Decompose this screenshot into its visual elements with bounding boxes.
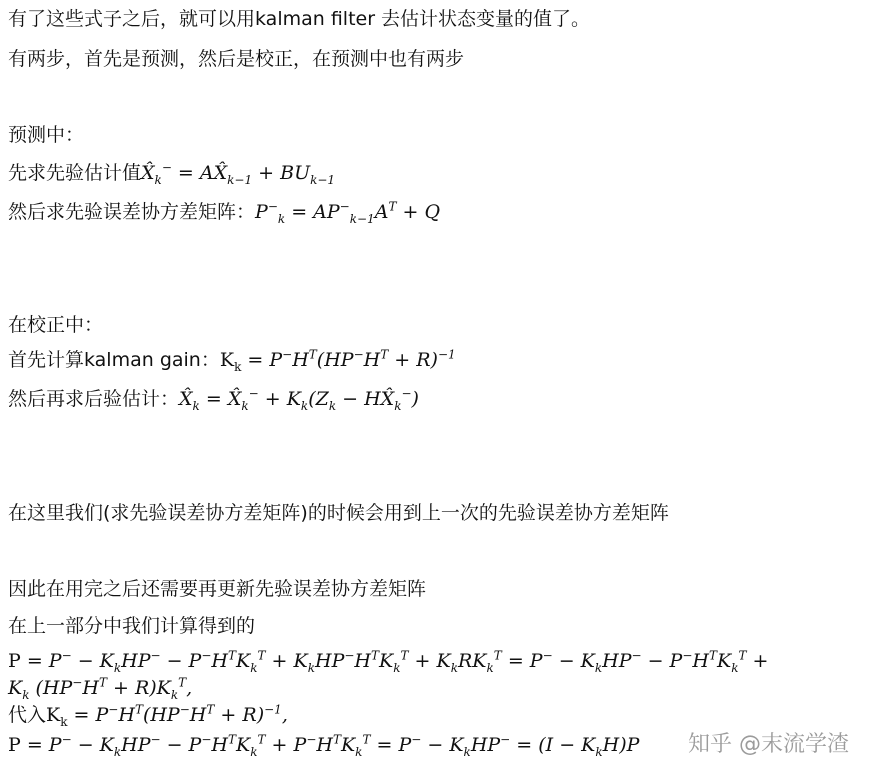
text-line-2: 有两步，首先是预测，然后是校正，在预测中也有两步 (8, 48, 465, 70)
text-line-1: 有了这些式子之后，就可以用kalman filter 去估计状态变量的值了。 (8, 8, 591, 30)
posterior-estimate-formula: $X̂_k$ = $X̂_k^- + K_k(Z_k$ − $HX̂_k^-$) (179, 386, 419, 413)
posterior-estimate-line (8, 386, 419, 412)
covariance-expansion-formula-2: $K_k$ $(HP^-H^T + R)K_k^T$, (8, 675, 193, 702)
covariance-expansion-line-1 (8, 648, 768, 674)
covariance-expansion-formula-1: $P = P^- - K_kHP^- - P^-H^TK_k^T + K_kHP^-H^TK_k^T + K_kRK_k^T = P^- - K_kHP^- - P^-H^TK_k^T$ + (8, 648, 769, 675)
covariance-expansion-line-2 (8, 675, 192, 701)
prior-estimate-label: 先求先验估计值 (8, 162, 142, 184)
prior-covariance-formula: $P^-_k = AP^-_{k-1}A^T + Q$ (255, 199, 441, 226)
prior-covariance-line (8, 199, 440, 225)
posterior-estimate-label: 然后再求后验估计： (8, 388, 180, 410)
substitute-line (8, 702, 288, 728)
prediction-heading: 预测中： (8, 124, 85, 146)
prior-estimate-formula: $X̂_k^-$ = $AX̂_{k-1} + BU_{k-1}$ (141, 160, 336, 187)
covariance-final-line (8, 732, 639, 758)
kalman-gain-line (8, 347, 456, 373)
substitute-label: 代入 (8, 704, 47, 726)
text-line-9: 在这里我们(求先验误差协方差矩阵)的时候会用到上一次的先验误差协方差矩阵 (8, 502, 669, 524)
text-line-11: 在上一部分中我们计算得到的 (8, 615, 256, 637)
prior-covariance-label: 然后求先验误差协方差矩阵： (8, 201, 256, 223)
prior-estimate-line (8, 160, 335, 186)
kalman-gain-formula: $K_k = P^-H^T(HP^-H^T + R)^{-1}$ (219, 347, 456, 374)
text-line-10: 因此在用完之后还需要再更新先验误差协方差矩阵 (8, 578, 427, 600)
zhihu-watermark: 知乎 @末流学渣 (688, 732, 849, 757)
correction-heading: 在校正中： (8, 314, 104, 336)
covariance-final-formula: $P = P^- - K_kHP^- - P^-H^TK_k^T + P^-H^TK_k^T = P^- - K_kHP^- = (I - K_kH)P$ (8, 732, 640, 759)
substitute-formula: $K_k = P^-H^T(HP^-H^T + R)^{-1}$, (46, 702, 288, 729)
kalman-gain-label: 首先计算kalman gain： (8, 349, 220, 371)
